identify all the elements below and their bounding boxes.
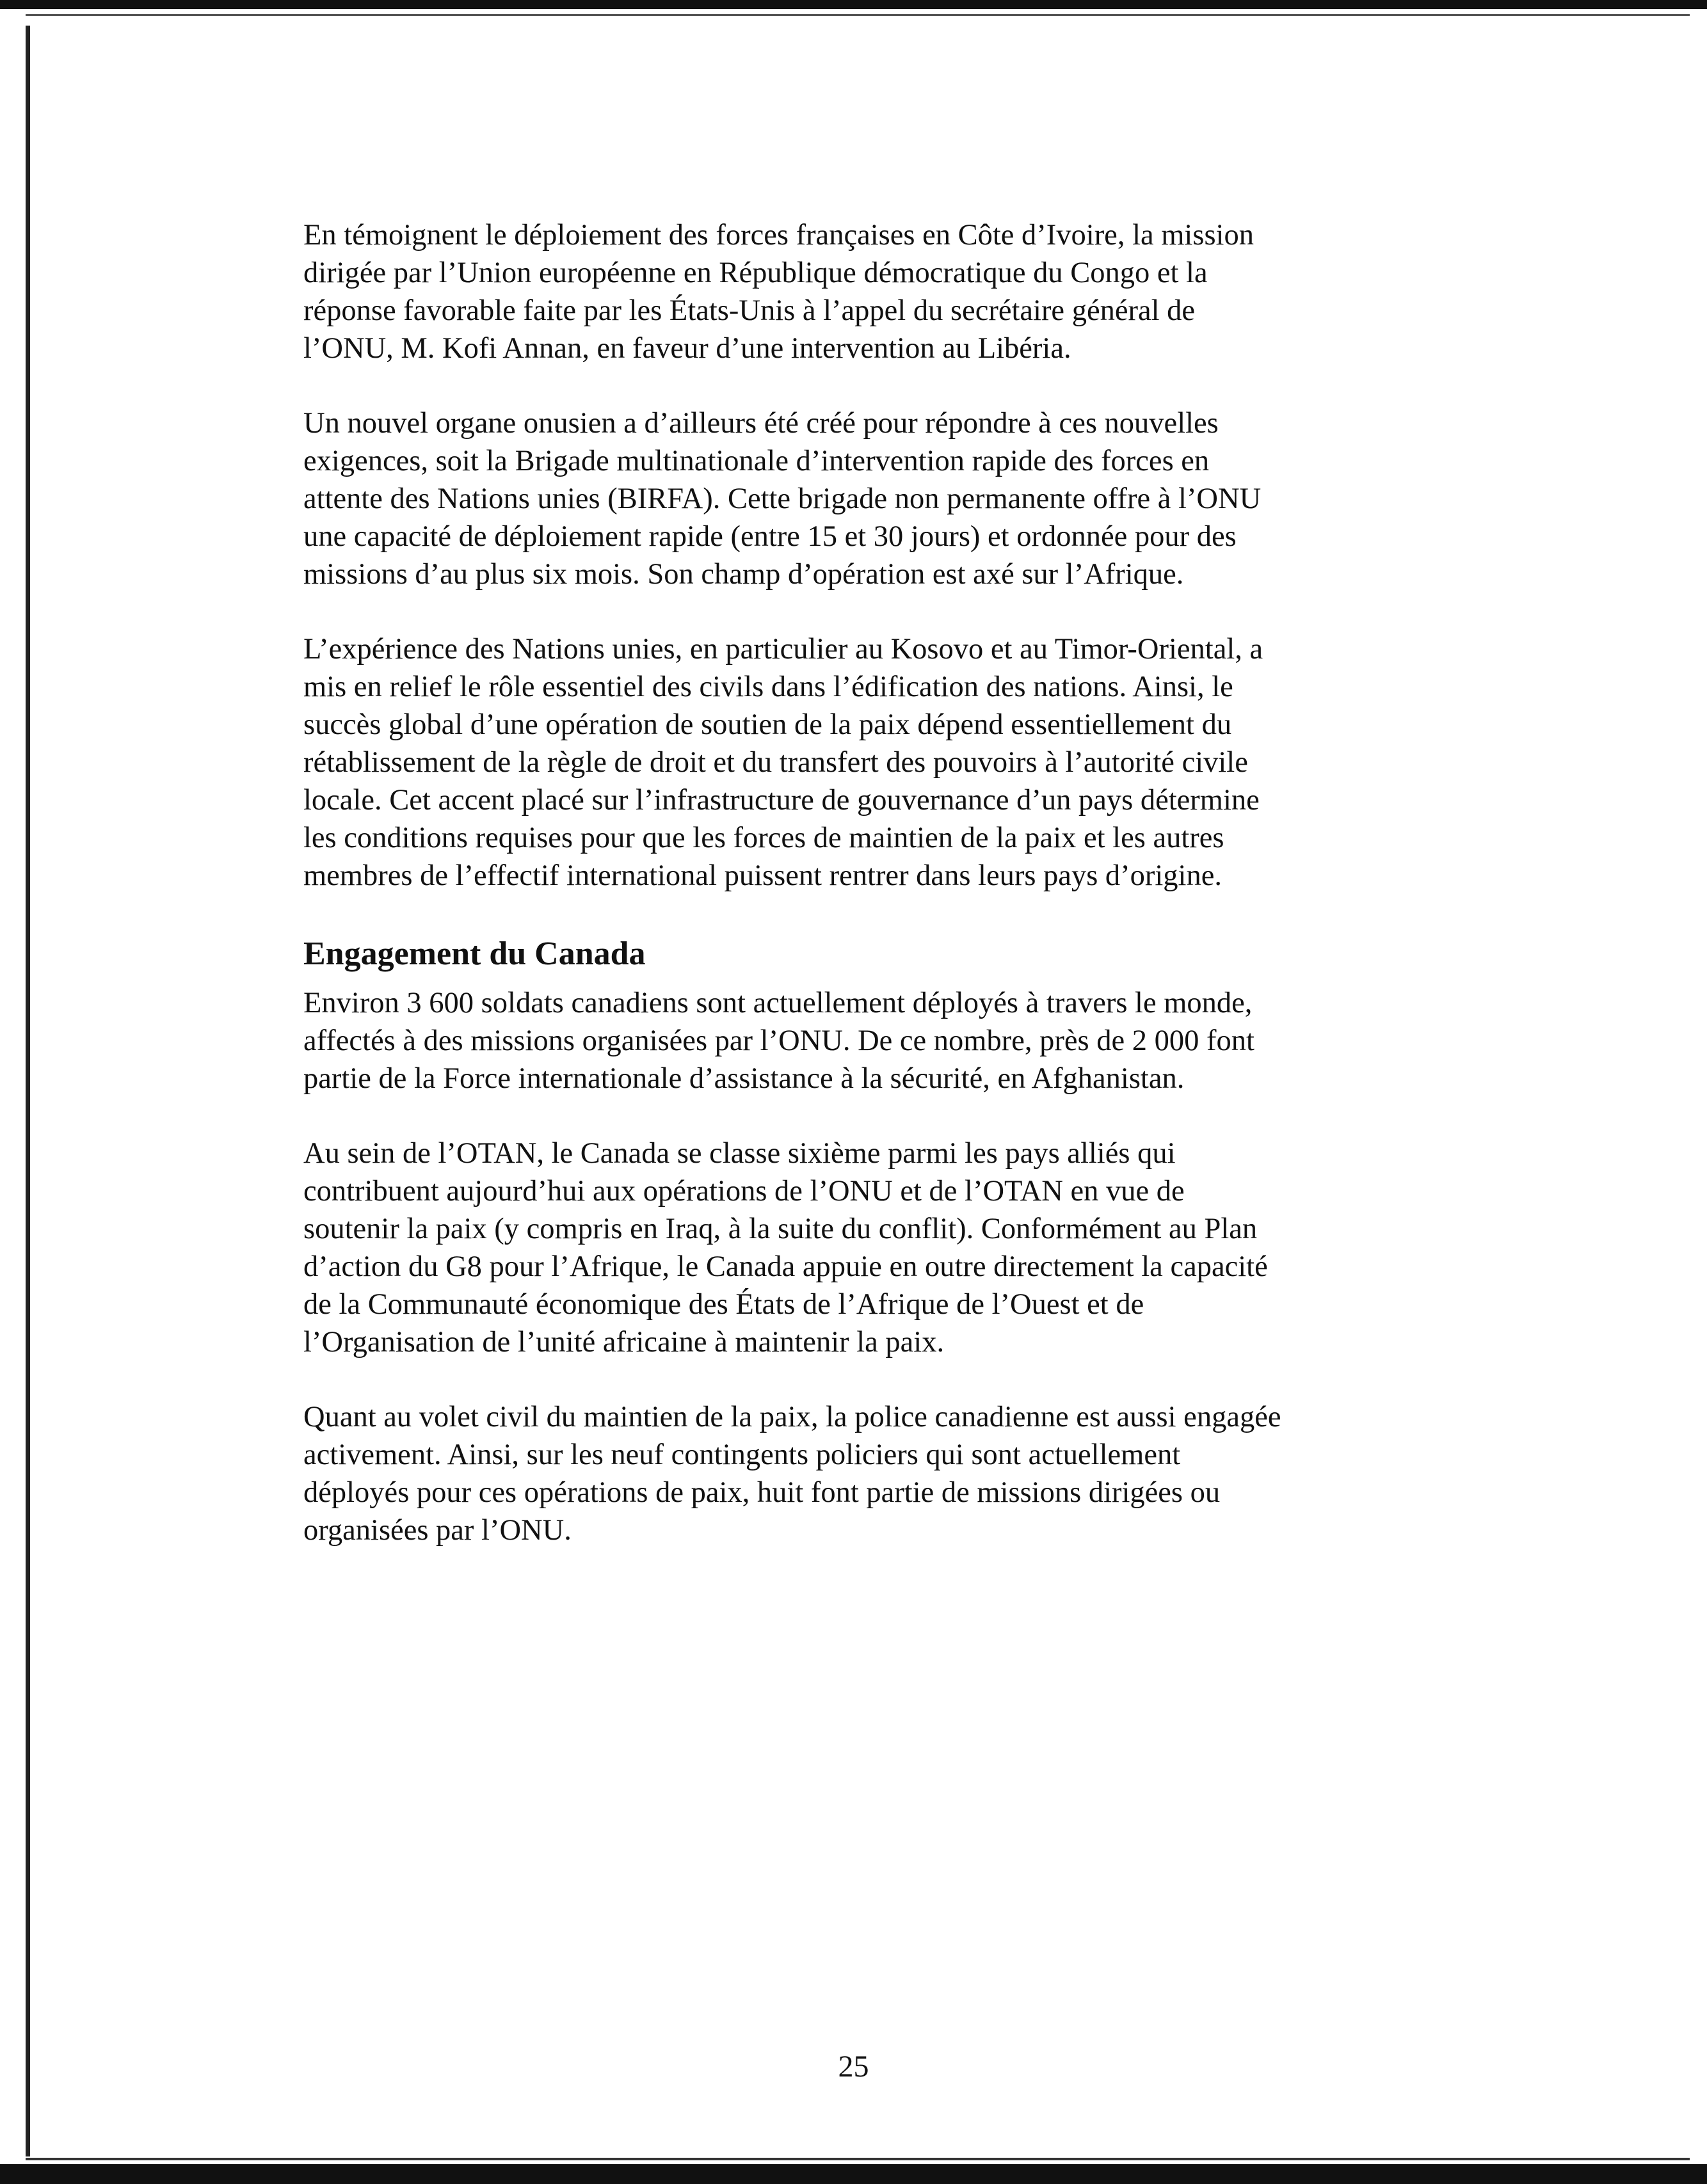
text-line: Environ 3 600 soldats canadiens sont actuellement déployés à travers le monde, (303, 987, 1253, 1019)
paragraph-soldiers (303, 984, 1404, 1097)
text-line: déployés pour ces opérations de paix, huit font partie de missions dirigées ou (303, 1476, 1221, 1509)
text-line: mis en relief le rôle essentiel des civils dans l’édification des nations. Ainsi, le (303, 671, 1233, 703)
text-line: affectés à des missions organisées par l’ONU. De ce nombre, près de 2 000 font (303, 1024, 1254, 1057)
text-line: missions d’au plus six mois. Son champ d’opération est axé sur l’Afrique. (303, 558, 1184, 591)
text-line: En témoignent le déploiement des forces françaises en Côte d’Ivoire, la mission (303, 219, 1254, 251)
text-line: soutenir la paix (y compris en Iraq, à la suite du conflit). Conformément au Plan (303, 1213, 1258, 1245)
text-line: les conditions requises pour que les forces de maintien de la paix et les autres (303, 822, 1224, 854)
paragraph-otan (303, 1135, 1404, 1361)
text-line: exigences, soit la Brigade multinationale d’intervention rapide des forces en (303, 445, 1210, 477)
paragraph-civilians (303, 630, 1404, 895)
scan-border-top (0, 0, 1707, 9)
text-line: activement. Ainsi, sur les neuf contingents policiers qui sont actuellement (303, 1439, 1181, 1471)
text-line: dirigée par l’Union européenne en République démocratique du Congo et la (303, 257, 1208, 289)
text-line: Quant au volet civil du maintien de la paix, la police canadienne est aussi engagée (303, 1401, 1281, 1433)
scan-border-bottom (0, 2164, 1707, 2184)
text-line: d’action du G8 pour l’Afrique, le Canada appuie en outre directement la capacité (303, 1250, 1268, 1283)
text-line: Au sein de l’OTAN, le Canada se classe sixième parmi les pays alliés qui (303, 1137, 1176, 1170)
text-line: L’expérience des Nations unies, en particulier au Kosovo et au Timor-Oriental, a (303, 633, 1263, 666)
paragraph-deployments (303, 216, 1404, 367)
text-line: l’ONU, M. Kofi Annan, en faveur d’une intervention au Libéria. (303, 332, 1071, 365)
body-text (303, 216, 1404, 1586)
text-line: réponse favorable faite par les États-Unis à l’appel du secrétaire général de (303, 294, 1196, 327)
text-line: membres de l’effectif international puissent rentrer dans leurs pays d’origine. (303, 859, 1222, 892)
text-line: Un nouvel organe onusien a d’ailleurs été créé pour répondre à ces nouvelles (303, 407, 1219, 440)
scan-rule-top (26, 14, 1690, 16)
page-number: 25 (838, 2050, 869, 2084)
text-line: rétablissement de la règle de droit et du transfert des pouvoirs à l’autorité civile (303, 746, 1248, 779)
text-line: l’Organisation de l’unité africaine à maintenir la paix. (303, 1326, 945, 1359)
text-line: succès global d’une opération de soutien de la paix dépend essentiellement du (303, 708, 1232, 741)
paragraph-police (303, 1398, 1404, 1549)
paragraph-birfa (303, 404, 1404, 593)
text-line: locale. Cet accent placé sur l’infrastructure de gouvernance d’un pays détermine (303, 784, 1260, 817)
section-heading: Engagement du Canada (303, 936, 646, 972)
text-line: partie de la Force internationale d’assistance à la sécurité, en Afghanistan. (303, 1062, 1185, 1095)
text-line: de la Communauté économique des États de l’Afrique de l’Ouest et de (303, 1288, 1144, 1321)
scan-border-left (26, 26, 30, 2156)
scan-rule-bottom (26, 2158, 1690, 2160)
text-line: contribuent aujourd’hui aux opérations de l’ONU et de l’OTAN en vue de (303, 1175, 1185, 1208)
text-line: attente des Nations unies (BIRFA). Cette brigade non permanente offre à l’ONU (303, 482, 1262, 515)
text-line: une capacité de déploiement rapide (entre 15 et 30 jours) et ordonnée pour des (303, 520, 1237, 553)
text-line: organisées par l’ONU. (303, 1514, 572, 1547)
